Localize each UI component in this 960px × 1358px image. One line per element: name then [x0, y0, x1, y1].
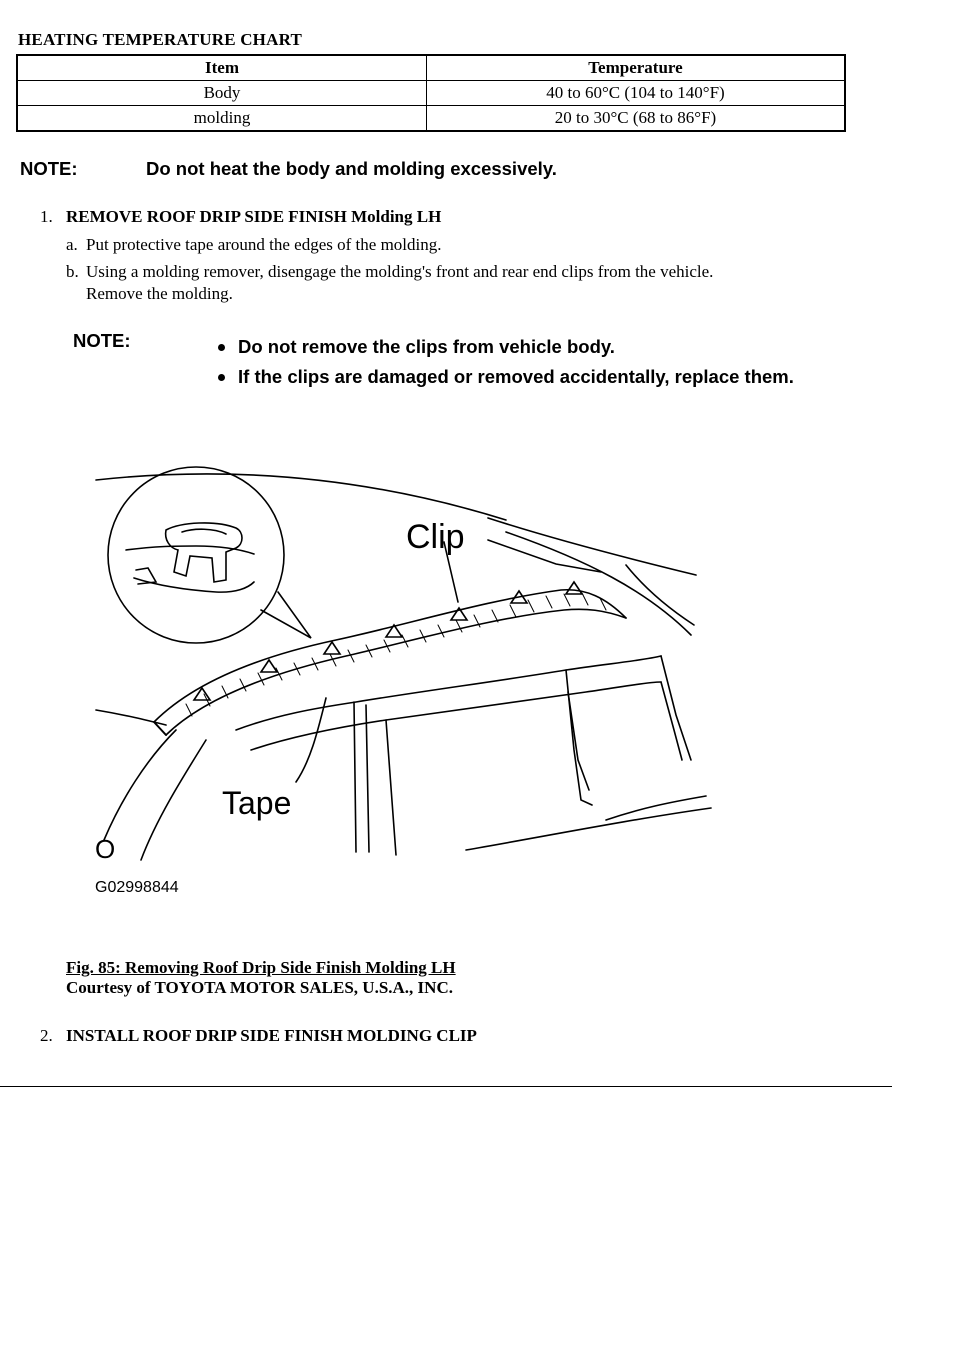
substep-text: Put protective tape around the edges of the molding.: [86, 235, 442, 254]
table-cell-temperature: 20 to 30°C (68 to 86°F): [427, 106, 846, 132]
column-header-item: Item: [17, 55, 427, 81]
page-divider: [0, 1086, 892, 1087]
clip-detail-callout: [108, 467, 311, 643]
table-cell-item: Body: [17, 81, 427, 106]
figure-caption: [66, 958, 456, 998]
column-header-temperature: Temperature: [427, 55, 846, 81]
chart-title: HEATING TEMPERATURE CHART: [18, 30, 302, 49]
step-number: 2.: [40, 1026, 53, 1045]
step-title: REMOVE ROOF DRIP SIDE FINISH Molding LH: [66, 207, 442, 226]
roof-molding: [154, 582, 626, 735]
table-row: [17, 106, 845, 132]
step-number: 1.: [40, 207, 53, 226]
note-bullet-text: If the clips are damaged or removed accidentally, replace them.: [238, 366, 794, 387]
caption-title: Fig. 85: Removing Roof Drip Side Finish Molding LH: [66, 958, 456, 977]
note-bullet-text: Do not remove the clips from vehicle body.: [238, 336, 615, 357]
bullet-icon: [218, 374, 225, 381]
substep-marker: a.: [66, 235, 78, 254]
note-label: NOTE:: [20, 158, 78, 179]
substep-text-continued: Remove the molding.: [86, 284, 233, 303]
note-bullet: [226, 366, 794, 388]
substep-text: Using a molding remover, disengage the molding's front and rear end clips from the vehicle.: [86, 262, 714, 281]
bullet-icon: [218, 344, 225, 351]
clip-label: Clip: [406, 518, 465, 556]
marker-label: O: [95, 834, 116, 864]
table-cell-temperature: 40 to 60°C (104 to 140°F): [427, 81, 846, 106]
heating-temperature-table: [16, 54, 846, 132]
substep-marker: b.: [66, 262, 79, 281]
vehicle-outline: [96, 474, 711, 860]
figure-code: G02998844: [95, 879, 179, 896]
table-header-row: [17, 55, 845, 81]
table-row: [17, 81, 845, 106]
note-bullet: [226, 336, 615, 358]
table-cell-item: molding: [17, 106, 427, 132]
roof-molding-illustration: [86, 460, 726, 900]
note-label: NOTE:: [73, 330, 131, 351]
tape-label: Tape: [222, 785, 292, 821]
leader-lines: [296, 540, 601, 782]
caption-courtesy: Courtesy of TOYOTA MOTOR SALES, U.S.A., INC.: [66, 978, 453, 997]
step-title: INSTALL ROOF DRIP SIDE FINISH MOLDING CLIP: [66, 1026, 477, 1045]
note-text: Do not heat the body and molding excessively.: [146, 158, 557, 179]
